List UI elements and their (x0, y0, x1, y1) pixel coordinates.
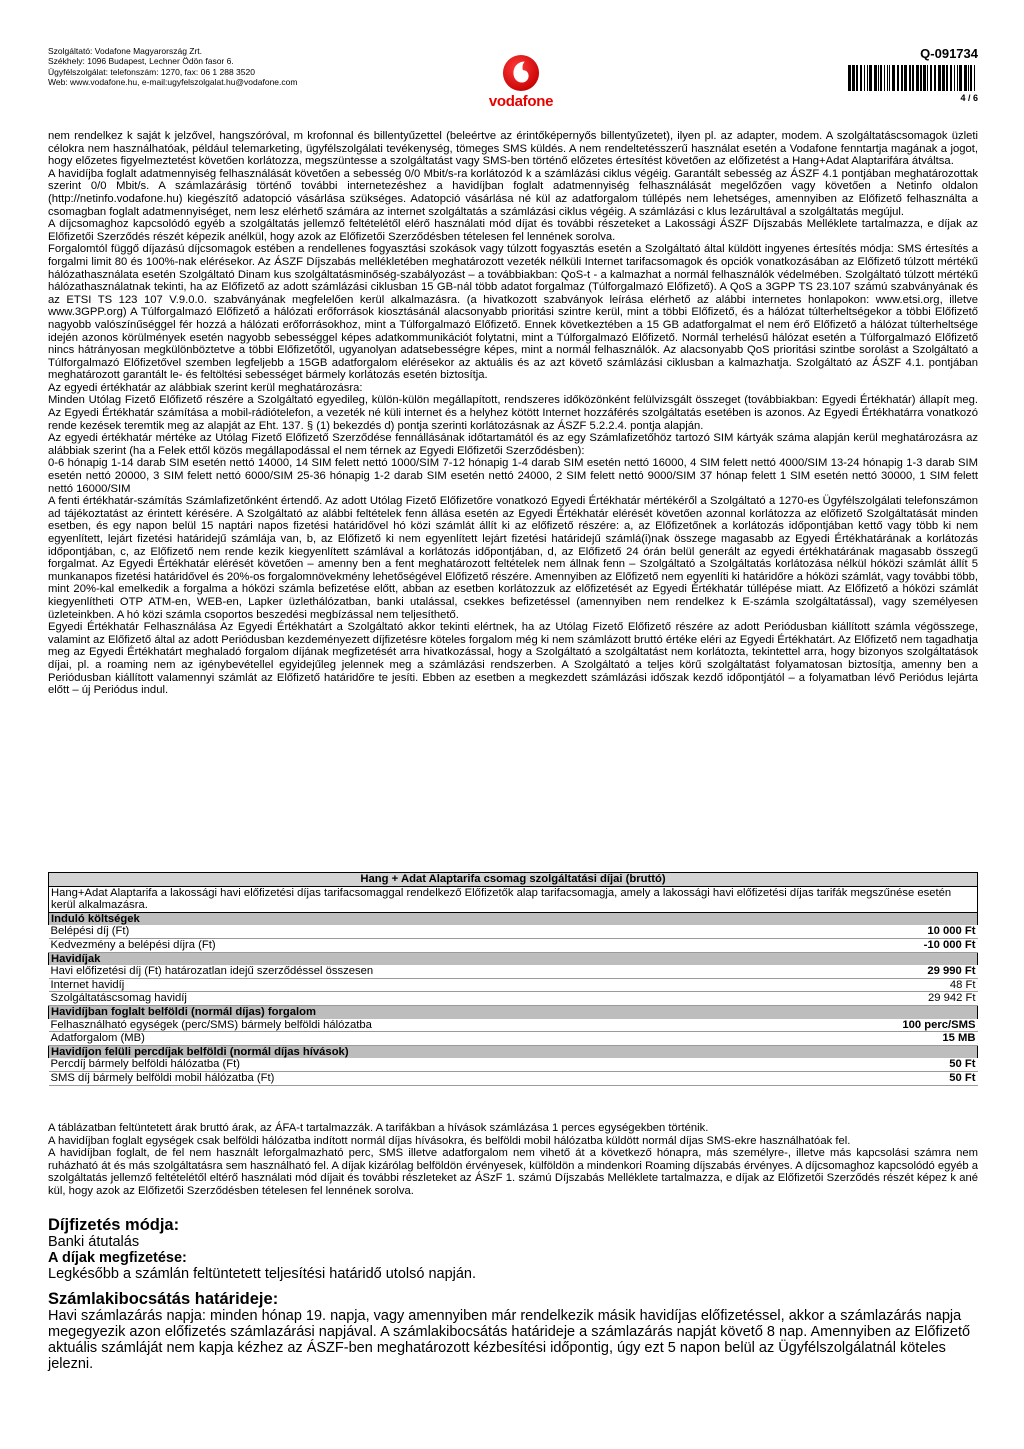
row-value: 48 Ft (794, 978, 978, 992)
tariff-notes (48, 1122, 978, 1198)
barcode-bar (897, 65, 899, 91)
page-number: 4 / 6 (960, 93, 978, 103)
row-value: 50 Ft (794, 1071, 978, 1085)
paragraph: 0-6 hónapig 1-14 darab SIM esetén nettó 14000, 14 SIM felett nettó 1000/SIM 7-12 hónapig 1-4 darab SIM esetén nettó 16000, 4 SIM felett nettó 4000/SIM 13-24 hónapig 1-3 darab SIM esetén nettó 20000, 3 SIM felett nettó 6000/SIM 25-36 hónapig 1-2 darab SIM esetén nettó 24000, 2 SIM felett nettó 9000/SIM 37 hónap felett 1 SIM esetén nettó 30000, 1 SIM felett nettó 16000/SIM (48, 457, 978, 495)
barcode-bar (957, 65, 958, 91)
payment-due-value: Legkésőbb a számlán feltüntetett teljesítési határidő utolsó napján. (48, 1266, 477, 1282)
table-row (49, 965, 978, 978)
row-label: Havi előfizetési díj (Ft) határozatlan idejű szerződéssel összesen (49, 965, 794, 978)
document-id: Q-091734 (920, 46, 978, 61)
barcode-bar (860, 65, 862, 91)
barcode-bar (904, 65, 907, 91)
barcode-bar (867, 65, 868, 91)
tariff-description: Hang+Adat Alaptarifa a lakossági havi előfizetési díjas tarifacsomaggal rendelkező Előfizetők alap tarifacsomagja, amely a lakossági havi előfizetési díjas tarifák megszűnése esetén kerül alkalmazásra. (49, 886, 978, 912)
logo-wordmark: vodafone (488, 93, 554, 110)
barcode-bar (942, 65, 945, 91)
row-value: 29 990 Ft (794, 965, 978, 978)
barcode-bar (874, 65, 877, 91)
barcode-bar (974, 65, 975, 91)
paragraph: A havidíjba foglalt adatmennyiség felhasználását követően a sebesség 0/0 Mbit/s-ra korlátozód k a számlázási ciklus végéig. Garantált sebesség az ÁSZF 4.1 pontjában meghatározottak szerint 0/0 Mbit/s. A számlazárásig történő további internetezéshez a havidíjban foglalt adatmennyiség felhasználását megelőzően vagy követően a Netinfo oldalon (http://netinfo.vodafone.hu) kiegészítő adatopció vásárlása szükséges. Adatopció vásárlása né kül az adatforgalom túllépés nem lehetséges, amennyiben az Előfizető felhasználta a csomagban foglalt adatmennyiséget, nem lesz elérhető számára az internet szolgáltatás a számlázási ciklus végéig. A számlázási c klus lezárultával a szolgáltatás megújul. (48, 167, 978, 218)
barcode-bar (880, 65, 882, 91)
barcode-bar (892, 65, 895, 91)
section-heading: Havidíjban foglalt belföldi (normál díjas) forgalom (49, 1005, 978, 1018)
barcode-bar (848, 65, 851, 91)
row-value: 50 Ft (794, 1058, 978, 1071)
barcode-bar (889, 65, 890, 91)
row-value: -10 000 Ft (794, 938, 978, 952)
table-row (49, 925, 978, 938)
vodafone-logo (476, 54, 566, 110)
payment-section (48, 1216, 978, 1372)
barcode-bar (938, 65, 941, 91)
table-row (49, 992, 978, 1006)
row-label: Felhasználható egységek (perc/SMS) bármely belföldi hálózatba (49, 1019, 794, 1032)
tariff-table-title: Hang + Adat Alaptarifa csomag szolgáltatási díjai (bruttó) (49, 873, 978, 887)
payment-method-value: Banki átutalás (48, 1234, 140, 1250)
payment-method-heading: Díjfizetés módja: (48, 1216, 180, 1234)
paragraph: nem rendelkez k saját k jelzővel, hangszóróval, m krofonnal és billentyűzettel (beleértve az érintőképernyős billentyűzetet), ilyen pl. az adapter, modem. A szolgáltatáscsomagok üzleti célokra nem használhatóak, például telemarketing, ügyfélszolgálati tevékenység, tömeges SMS küldés. A nem rendeltetésszerű használat esetén a Vodafone fenntartja magának a jogot, hogy előzetes figyelmeztetést követően korlátozza, megszüntesse a szolgáltatást vagy SMS-ben történő előzetes értesítést követően az előfizetést a Hang+Adat Alaptarifára átváltsa. (48, 130, 978, 168)
row-label: Kedvezmény a belépési díjra (Ft) (49, 938, 794, 952)
barcode-bar (968, 65, 969, 91)
barcode-bar (884, 65, 885, 91)
provider-name: Szolgáltató: Vodafone Magyarország Zrt. (48, 46, 203, 56)
row-label: Percdíj bármely belföldi hálózatba (Ft) (49, 1058, 794, 1071)
paragraph: Az egyedi értékhatár mértéke az Utólag Fizető Előfizető Szerződése fennállásának időtartamától és az egy Számlafizetőhöz tartozó SIM kártyák száma alapján kerül meghatározásra az alábbiak szerint (ha a Felek ettől közös megállapodással el nem térnek az Egyedi Előfizetői Szerződésben): (48, 432, 978, 457)
row-label: Adatforgalom (MB) (49, 1032, 794, 1046)
barcode-bar (852, 65, 855, 91)
table-row (49, 1019, 978, 1032)
paragraph: A fenti értékhatár-számítás Számlafizetőnként értendő. Az adott Utólag Fizető Előfizetőre vonatkozó Egyedi Értékhatár mértékéről a Szolgáltató a 1270-es Ügyfélszolgálati telefonszámon ad tájékoztatást az érintett kérésére. A Szolgáltató az alábbi feltételek fenn állása esetén az Egyedi Értékhatár elérését követően azonnal korlátozza az előfizető Szolgáltatását minden esetben, és egy napon belül 15 naptári napos fizetési határidővel hó közi számlát állít ki az előfizető részére: a, az Előfizetőnek a korlátozás időpontjában kettő vagy több ki nem egyenlített, lejárt fizetési határidejű számlája van, b, az Előfizető ki nem egyenlített lejárt fizetési határidejű számlá(i)nak összege magasabb az Egyedi Értékhatárának a korlátozás időpontjában, c, az Előfizető nem rende kezik kiegyenlített számlával a korlátozás időpontjában, d, az Előfizető 24 órán belül generált az egyedi értékhatárának magasabb összegű forgalmat. Az Egyedi Értékhatár elérését követően – amenny ben a fent meghatározott feltételek nem állnak fenn – Szolgáltató a Szolgáltatás korlátozása nélkül hóközi számlát állít 5 munkanapos fizetési határidővel és 20%-os forgalomnövekmény lehetőségével Előfizető részére. Amennyiben az Előfizető nem egyenlíti ki határidőre a hóközi számlát, vagy további több, mint 20%-kal emelkedik a forgalma a hóközi számla befizetése előtt, abban az esetben korlátozzuk az előfizetését az Egyedi Értékhatár túllépése miatt. Az Előfizető a hóközi számlát kiegyenlítheti OTP ATM-en, WEB-en, Lapker üzlethálózatban, banki utalással, csekkes befizetéssel (amennyiben nem rendelkez k E-számla szolgáltatással), vagy személyesen üzleteinkben. A hó közi számla csoportos beszedési megbízással nem teljesíthető. (48, 495, 978, 621)
document-id-block (848, 46, 978, 103)
row-value: 100 perc/SMS (794, 1019, 978, 1032)
paragraph: Az egyedi értékhatár az alábbiak szerint kerül meghatározásra: (48, 381, 363, 394)
table-row (49, 938, 978, 952)
row-value: 10 000 Ft (794, 925, 978, 938)
paragraph: A díjcsomaghoz kapcsolódó egyéb a szolgáltatás jellemző feltételétől elérő használati mód díjat és további részeteket a Lakossági ÁSZF Díjszabás Melléklete tartalmazza, e díjak az Előfizetői Szerződés részét képezik anélkül, hogy azok az Előfizetői Szerződésben tételesen fel lennének sorolva. (48, 218, 978, 243)
barcode-bar (959, 65, 962, 91)
barcode-bar (920, 65, 922, 91)
page-header (48, 46, 978, 111)
section-heading: Havidíjak (49, 952, 978, 965)
payment-due-heading: A díjak megfizetése: (48, 1250, 187, 1266)
billing-deadline-heading: Számlakibocsátás határideje: (48, 1290, 279, 1308)
barcode-bar (909, 65, 911, 91)
provider-phone: Ügyfélszolgálat: telefonszám: 1270, fax: 06 1 288 3520 (48, 66, 255, 77)
paragraph: Forgalomtól függő díjazású díjcsomagok estében a rendellenes fogyasztási szokások vagy túlzott fogyasztás esetén a Szolgáltató által küldött ingyenes értesítés módja: SMS értesítés a forgalmi limit 80 és 100%-nak elérésekor. Az ÁSZF Díjszabás mellékletében meghatározott vezeték nélküli Internet tarifacsomagok és opciók vonatkozásában az Előfizető túlzott mértékű hálózathasználata esetén Szolgáltató Dinam kus szolgáltatásminőség-szabályozást – a továbbiakban: QoS-t - a kalmazhat a normál felhasználók védelmében. Szolgáltató túlzott mértékű hálózathasználatnak tekinti, ha az Előfizető az adott számlázási ciklusban 15 GB-nál több adatot forgalmaz (Túlforgalmazó Előfizető). A QoS a 3GPP TS 23.107 számú szabványának és az ETSI TS 123 107 V.9.0.0. szabványának megfelelően kerül alkalmazásra. (a hivatkozott szabványok leírása elérhető az alábbi internetes honlapokon: www.etsi.org, illetve www.3GPP.org) A Túlforgalmazó Előfizető a hálózati erőforrások kiosztásánál alacsonyabb prioritási szintre kerül, mint a többi Előfizető, és a hálózat túlterheltségekor a többi Előfizető nagyobb valószínűséggel fér hozzá a hálózati erőforrásokhoz, mint a Túlforgalmazó Előfizető. Ennek következtében a 15 GB adatforgalmat el nem érő Előfizető a hálózat túlterheltsége idején azonos körülmények esetén nagyobb sebességgel képes adatkommunikációt folytatni, mint a Túlforgalmazó Előfizető. Normál terhelésű hálózat esetén a Túlforgalmazó Előfizető nincs hátrányosan megkülönböztetve a többi Előfizetőtől, ugyanolyan adatsebességre képes, mint a normál felhasználók. Az alacsonyabb QoS prioritási szintbe sorolást a Szolgáltató a Túlforgalmazó Előfizetővel szemben legfeljebb a 15GB adatforgalom elérésekor az aktuális és az azt követő számlázási ciklusban a kalmazhatja. Szolgáltató az ÁSZF 4.1. pontjában meghatározott garantált le- és feltöltési sebességet bármely korlátozás esetén biztosítja. (48, 243, 978, 382)
paragraph: Egyedi Értékhatár Felhasználása Az Egyedi Értékhatárt a Szolgáltató akkor tekinti elértnek, ha az Utólag Fizető Előfizető részére az adott Periódusban kiállított számla végösszege, valamint az Előfizető által az adott Periódusban kezdeményezett díjfizetésre köteles forgalom még ki nem számlázott bruttó értéke eléri az Egyedi Értékhatárt. Az Előfizető nem tagadhatja meg az Egyedi Értékhatárt meghaladó forgalom díjának megfizetését arra hivatkozással, hogy a Szolgáltató a szolgáltatást nem korlátozta, tekintettel arra, hogy bizonyos szolgáltatások díjai, pl. a roaming nem az igénybevétellel egyidejűleg jelennek meg a számlázási rendszerben. A Szolgáltató a teljes körű szolgáltatást folyamatosan biztosítja, amenny ben a Periódusban kiállított valamennyi számlát az Előfizető határidőre te jesíti. Ebben az esetben a megkezdett számlázási időszak kezdő időpontjától – a folyamatban lévő Periódus lejárta előtt – új Periódus indul. (48, 621, 978, 697)
row-value: 15 MB (794, 1032, 978, 1046)
barcode-bar (934, 65, 936, 91)
row-label: Belépési díj (Ft) (49, 925, 794, 938)
table-row (49, 1032, 978, 1046)
tariff-table (48, 872, 978, 1086)
barcode-bar (946, 65, 948, 91)
barcode-bar (864, 65, 865, 91)
barcode-bar (878, 65, 879, 91)
barcode-bar (887, 65, 888, 91)
provider-info (48, 46, 297, 87)
provider-web: Web: www.vodafone.hu, e-mail:ugyfelszolgalat.hu@vodafone.com (48, 76, 298, 87)
barcode-bar (964, 65, 967, 91)
section-heading: Induló költségek (49, 912, 978, 925)
barcode-bar (856, 65, 858, 91)
row-label: SMS díj bármely belföldi mobil hálózatba (Ft) (49, 1071, 794, 1085)
row-label: Szolgáltatáscsomag havidíj (49, 992, 794, 1006)
row-label: Internet havidíj (49, 978, 794, 992)
barcode (848, 65, 978, 91)
paragraph: Minden Utólag Fizető Előfizető részére a Szolgáltató egyedileg, külön-külön megállapított, rendszeres időközönként felülvizsgált összeget (továbbiakban: Egyedi Értékhatár) állapít meg. Az Egyedi Értékhatár számítása a mobil-rádiótelefon, a vezeték né küli internet és a helyhez kötött Internet hozzáférés szolgáltatás esetében is azonos. Az Egyedi Értékhatárra vonatkozó rende kezések teremtik meg az alapját az Eht. 137. § (1) bekezdés d) pontja szerinti korlátozásnak az ÁSZF 5.2.2.4. pontja alapján. (48, 394, 978, 432)
barcode-bar (970, 65, 972, 91)
barcode-bar (930, 65, 932, 91)
provider-address: Székhely: 1096 Budapest, Lechner Ödön fasor 6. (48, 56, 234, 67)
barcode-bar (912, 65, 914, 91)
section-heading: Havidíjon felüli percdíjak belföldi (normál díjas hívások) (49, 1045, 978, 1058)
barcode-bar (923, 65, 926, 91)
barcode-bar (916, 65, 919, 91)
row-value: 29 942 Ft (794, 992, 978, 1006)
table-row (49, 1071, 978, 1085)
barcode-bar (869, 65, 872, 91)
billing-deadline-value: Havi számlazárás napja: minden hónap 19. napja, vagy amennyiben már rendelkezik másik havidíjas előfizetéssel, akkor a számlazárás napja megegyezik azon előfizetés számlazárási napjával. A számlakibocsátás határideje a számlazárás napját követő 8 nap. Amennyiben az Előfizető aktuális számláját nem kapja kézhez az ÁSZF-ben meghatározott kézbesítési időpontig, úgy ezt 5 napon belül az Ügyfélszolgálatnál köteles jelezni. (48, 1308, 971, 1372)
note: A havidíjban foglalt egységek csak belföldi hálózatba indított normál díjas hívásokra, és belföldi mobil hálózatba küldött normál díjas SMS-ekre használhatóak fel. (48, 1134, 851, 1147)
terms-body (48, 130, 978, 697)
barcode-bar (950, 65, 952, 91)
table-row (49, 978, 978, 992)
barcode-bar (901, 65, 903, 91)
note: A táblázatban feltüntetett árak bruttó árak, az ÁFA-t tartalmazzák. A tarifákban a hívások számlázása 1 perces egységekben történik. (48, 1122, 709, 1134)
note: A havidíjban foglalt, de fel nem használt leforgalmazható perc, SMS illetve adatforgalom nem vihető át a következő hónapra, más személyre-, illetve más kapcsolási számra nem ruházható át és más szolgáltatásra sem használható fel. A díjak kizárólag belföldön érvényesek, külföldön a mindenkori Roaming díjszabás érvényes. A díjcsomaghoz kapcsolódó egyéb a szolgáltatás jellemző feltételétől eltérő használati mód díjait és további részleteket az ÁSzF 1. számú Díjszabás Melléklete tartalmazza, e díjak az Előfizetői Szerződés részét képez k ané kül, hogy azok az Előfizetői Szerződésben tételesen fel lennének sorolva. (48, 1147, 978, 1197)
barcode-bar (927, 65, 928, 91)
barcode-bar (954, 65, 955, 91)
table-row (49, 1058, 978, 1071)
vodafone-speechmark-icon (502, 54, 540, 92)
